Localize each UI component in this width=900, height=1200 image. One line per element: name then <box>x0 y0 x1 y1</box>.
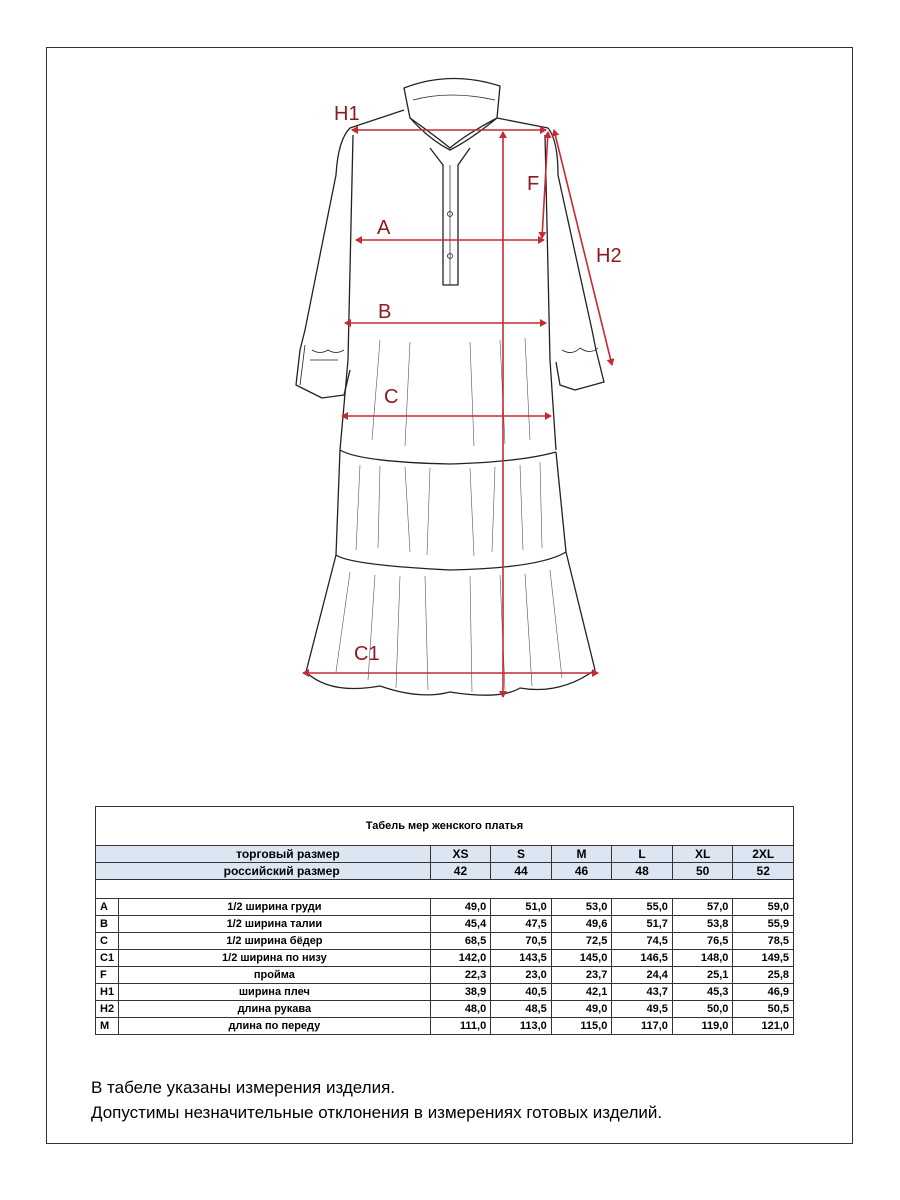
trade-size-cell: M <box>551 846 612 863</box>
measure-value: 49,6 <box>551 916 612 933</box>
measure-code: A <box>96 899 119 916</box>
label-h1: H1 <box>334 103 360 125</box>
measure-value: 25,8 <box>733 967 794 984</box>
measure-value: 59,0 <box>733 899 794 916</box>
note-line-1: В табеле указаны измерения изделия. <box>91 1078 396 1097</box>
measure-value: 55,0 <box>612 899 673 916</box>
trade-size-cell: XS <box>430 846 491 863</box>
measure-value: 57,0 <box>672 899 733 916</box>
measure-code: C1 <box>96 950 119 967</box>
measure-value: 50,5 <box>733 1001 794 1018</box>
label-c1: C1 <box>354 643 380 665</box>
measure-value: 142,0 <box>430 950 491 967</box>
measure-value: 50,0 <box>672 1001 733 1018</box>
table-row <box>96 967 794 984</box>
measure-value: 145,0 <box>551 950 612 967</box>
measure-code: M <box>96 1018 119 1035</box>
measure-code: C <box>96 933 119 950</box>
table-row <box>96 899 794 916</box>
label-f: F <box>527 173 540 195</box>
measure-value: 113,0 <box>491 1018 552 1035</box>
table-row <box>96 1001 794 1018</box>
measure-value: 22,3 <box>430 967 491 984</box>
trade-size-cell: XL <box>672 846 733 863</box>
measure-name: 1/2 ширина талии <box>119 916 431 933</box>
measure-value: 45,4 <box>430 916 491 933</box>
measure-value: 78,5 <box>733 933 794 950</box>
size-table <box>95 806 794 1035</box>
measure-code: B <box>96 916 119 933</box>
measure-value: 51,0 <box>491 899 552 916</box>
measure-value: 74,5 <box>612 933 673 950</box>
russian-size-cell: 48 <box>612 863 673 880</box>
measure-name: длина по переду <box>119 1018 431 1035</box>
measure-value: 149,5 <box>733 950 794 967</box>
trade-size-cell: L <box>612 846 673 863</box>
dress-outline <box>296 78 604 695</box>
measure-value: 47,5 <box>491 916 552 933</box>
measure-value: 76,5 <box>672 933 733 950</box>
measure-value: 49,5 <box>612 1001 673 1018</box>
measure-value: 121,0 <box>733 1018 794 1035</box>
label-b: B <box>378 301 392 323</box>
measure-value: 24,4 <box>612 967 673 984</box>
russian-size-cell: 50 <box>672 863 733 880</box>
measure-value: 53,0 <box>551 899 612 916</box>
measure-value: 42,1 <box>551 984 612 1001</box>
russian-size-cell: 52 <box>733 863 794 880</box>
measure-name: пройма <box>119 967 431 984</box>
table-row <box>96 1018 794 1035</box>
measure-value: 72,5 <box>551 933 612 950</box>
label-a: A <box>377 217 391 239</box>
measure-value: 51,7 <box>612 916 673 933</box>
measure-value: 23,7 <box>551 967 612 984</box>
measure-name: 1/2 ширина по низу <box>119 950 431 967</box>
measure-value: 23,0 <box>491 967 552 984</box>
label-h2: H2 <box>596 245 622 267</box>
russian-size-cell: 46 <box>551 863 612 880</box>
measure-value: 70,5 <box>491 933 552 950</box>
measure-value: 48,0 <box>430 1001 491 1018</box>
measure-code: H1 <box>96 984 119 1001</box>
table-row <box>96 950 794 967</box>
measurement-labels <box>334 103 622 665</box>
measure-value: 40,5 <box>491 984 552 1001</box>
russian-size-cell: 44 <box>491 863 552 880</box>
measure-value: 43,7 <box>612 984 673 1001</box>
measure-value: 143,5 <box>491 950 552 967</box>
measure-value: 45,3 <box>672 984 733 1001</box>
measure-value: 48,5 <box>491 1001 552 1018</box>
measure-value: 49,0 <box>430 899 491 916</box>
measure-value: 25,1 <box>672 967 733 984</box>
measure-value: 49,0 <box>551 1001 612 1018</box>
measure-value: 55,9 <box>733 916 794 933</box>
label-c: C <box>384 386 399 408</box>
measure-value: 117,0 <box>612 1018 673 1035</box>
measure-name: 1/2 ширина груди <box>119 899 431 916</box>
measure-name: длина рукава <box>119 1001 431 1018</box>
russian-size-row <box>96 863 794 880</box>
spacer-row <box>96 880 794 899</box>
trade-size-cell: 2XL <box>733 846 794 863</box>
table-row <box>96 916 794 933</box>
measure-value: 119,0 <box>672 1018 733 1035</box>
note-line-2: Допустимы незначительные отклонения в измерениях готовых изделий. <box>91 1103 663 1122</box>
measure-value: 38,9 <box>430 984 491 1001</box>
table-title: Табель мер женского платья <box>96 807 794 846</box>
table-row <box>96 933 794 950</box>
measure-name: 1/2 ширина бёдер <box>119 933 431 950</box>
measure-value: 68,5 <box>430 933 491 950</box>
russian-size-label: российский размер <box>96 863 431 880</box>
russian-size-cell: 42 <box>430 863 491 880</box>
measure-value: 53,8 <box>672 916 733 933</box>
table-row <box>96 984 794 1001</box>
measure-code: F <box>96 967 119 984</box>
trade-size-label: торговый размер <box>96 846 431 863</box>
measure-value: 146,5 <box>612 950 673 967</box>
measure-name: ширина плеч <box>119 984 431 1001</box>
trade-size-row <box>96 846 794 863</box>
measure-value: 46,9 <box>733 984 794 1001</box>
trade-size-cell: S <box>491 846 552 863</box>
measure-value: 111,0 <box>430 1018 491 1035</box>
measure-value: 115,0 <box>551 1018 612 1035</box>
measure-value: 148,0 <box>672 950 733 967</box>
measure-code: H2 <box>96 1001 119 1018</box>
